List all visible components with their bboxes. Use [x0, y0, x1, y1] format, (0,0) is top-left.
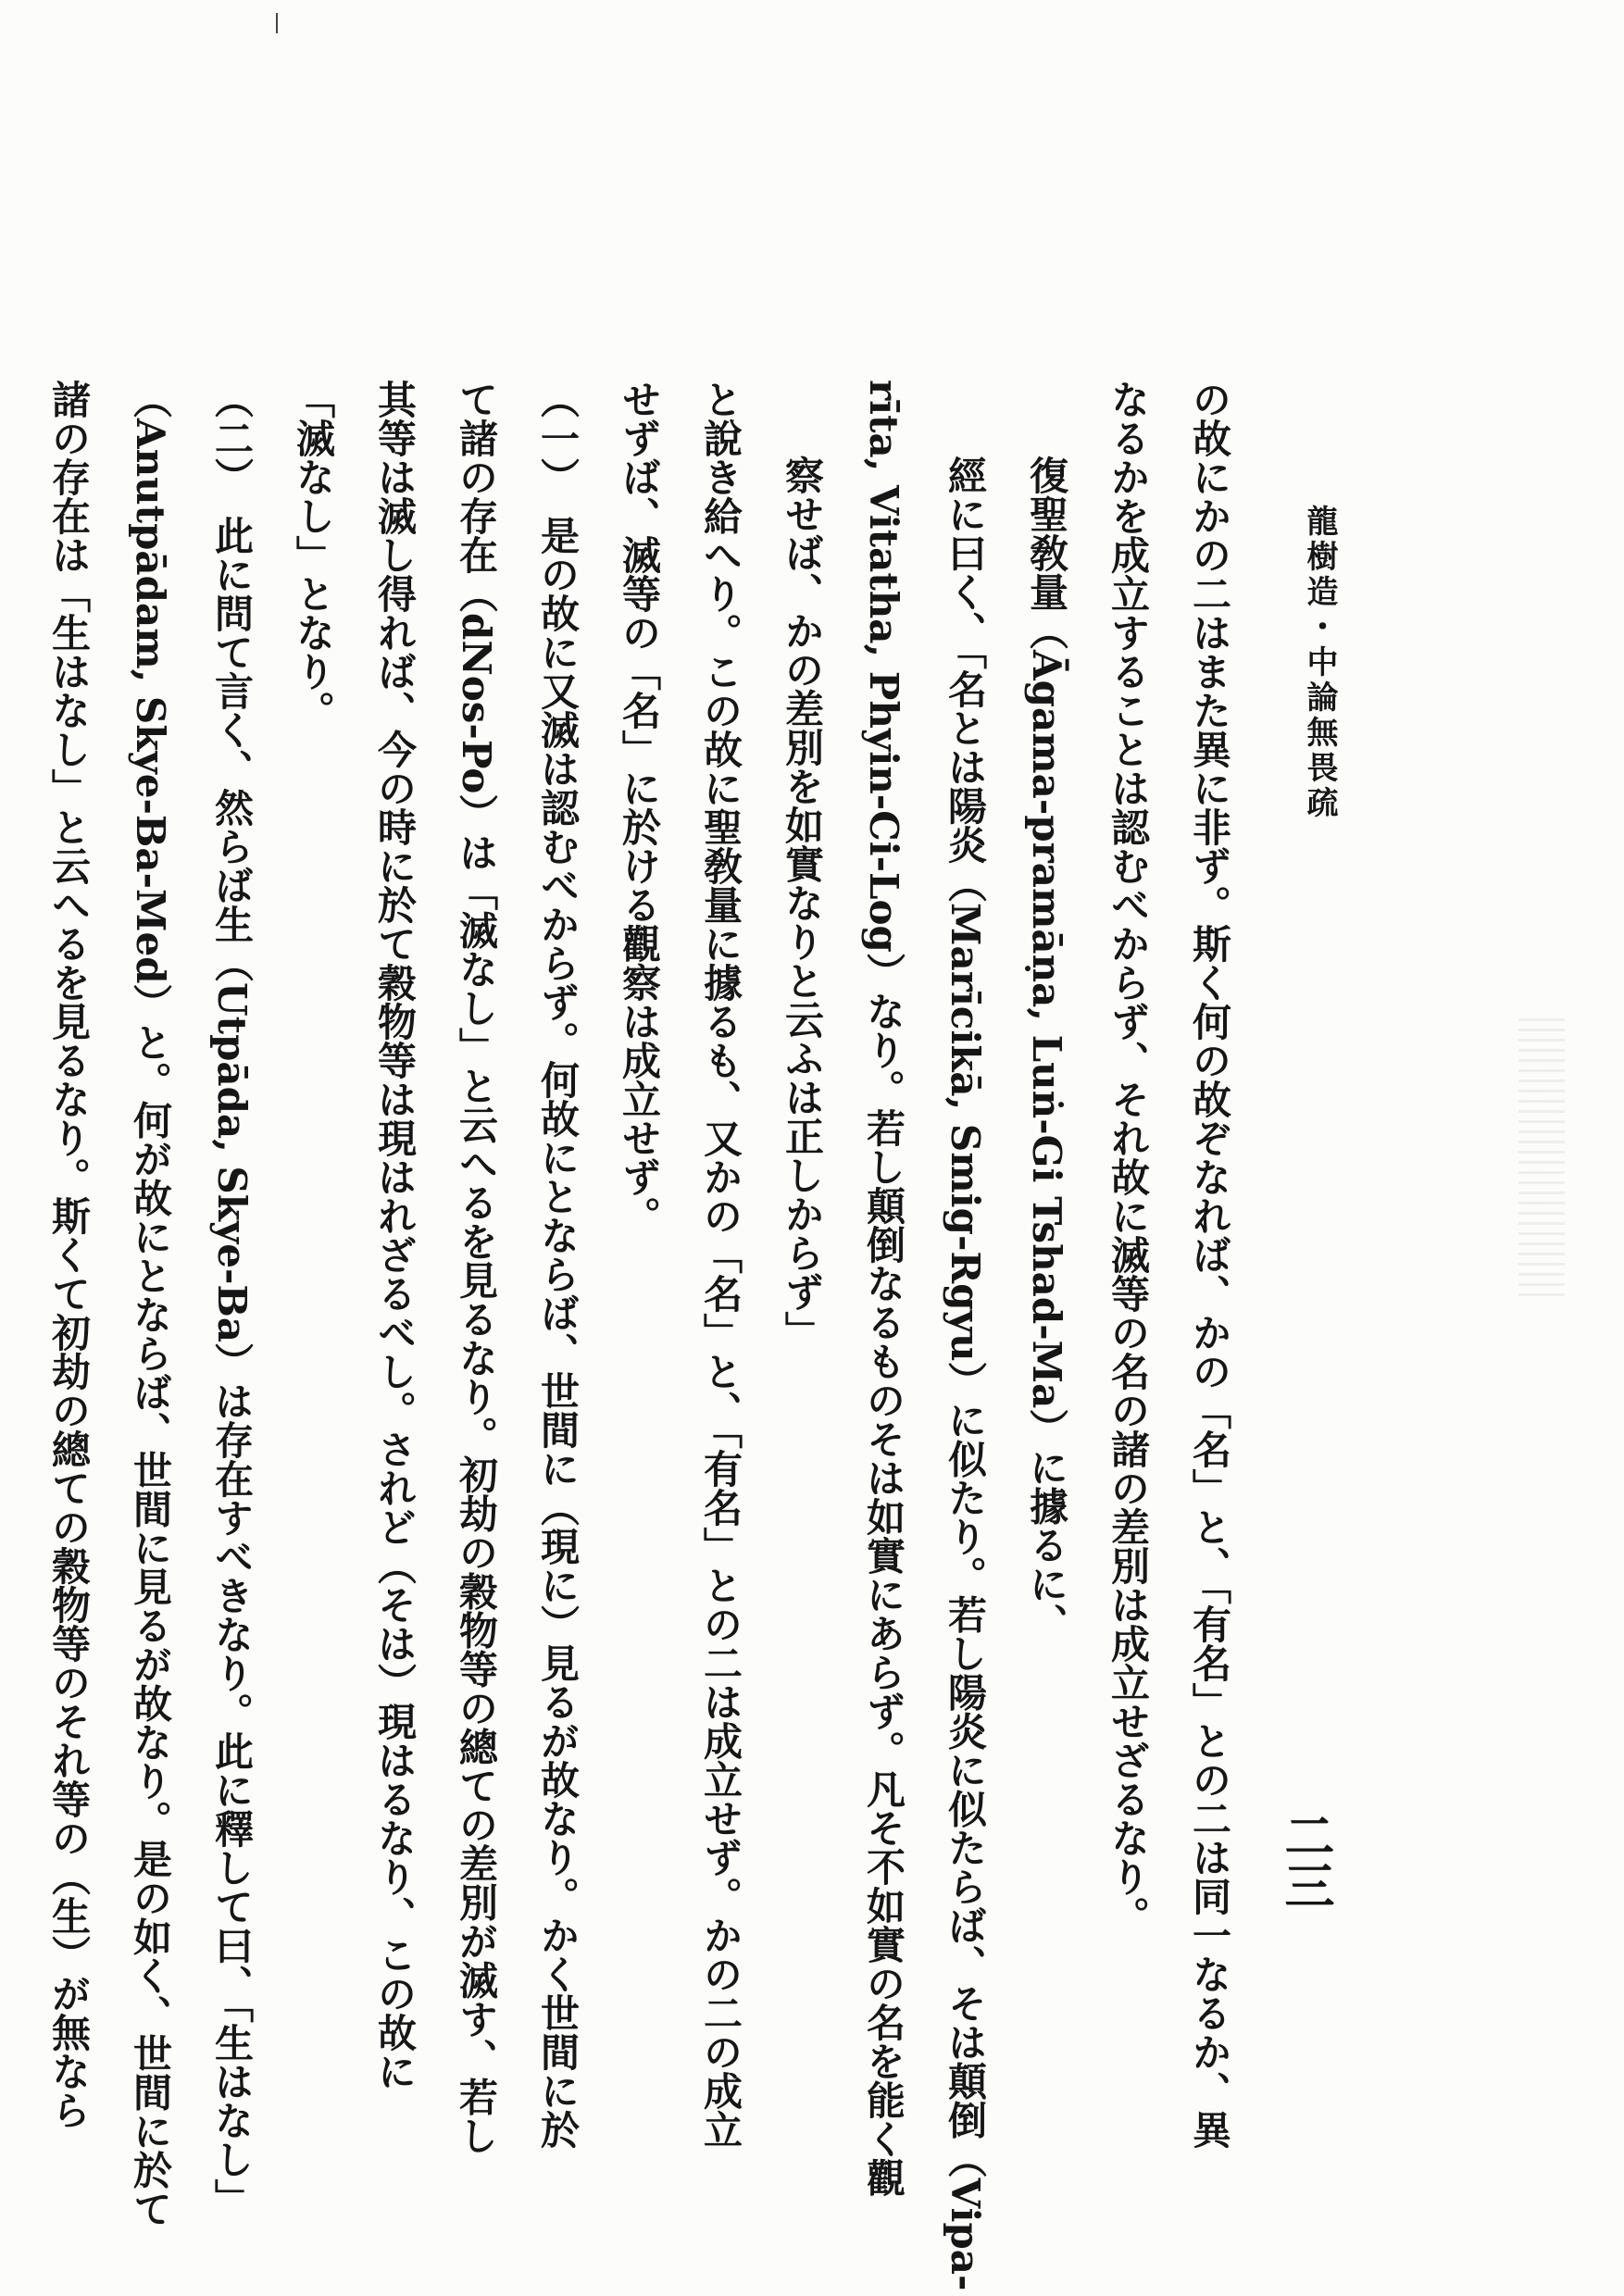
text-line: （二） 此に問て言く、然らば生（Utpāda, Skye-Ba）は存在すべきなり。此に釋して曰、「生はなし」	[209, 380, 255, 2218]
text-line: 諸の存在は「生はなし」と云へるを見るなり。斯くて初劫の總ての穀物等のそれ等の（生）が無なら	[46, 380, 92, 2129]
text-line: （一） 是の故に又滅は認むべからず。何故にとならば、世間に（現に）見るが故なり。かく世間に於	[535, 380, 581, 2149]
text-line: の故にかの二はまた異に非ず。斯く何の故ぞなれば、かの「名」と、「有名」との二は同一なるか、異	[1187, 380, 1232, 2149]
scan-speckle	[1518, 1018, 1565, 1296]
page-number: 二三	[1277, 1810, 1336, 1910]
text-line: 經に曰く、「名とは陽炎（Marīcikā, Smig-Rgyu）に似たり。若し陽炎に似たらば、そは顛倒（Vipa-	[943, 455, 988, 2291]
stray-mark	[276, 13, 278, 33]
text-line: て諸の存在（dNos-Po）は「滅なし」と云へるを見るなり。初劫の穀物等の總ての差別が滅す、若し	[454, 380, 499, 2155]
text-line: せずば、滅等の「名」に於ける觀察は成立せず。	[617, 380, 662, 1235]
text-line: 察せば、かの差別を如實なりと云ふは正しからず」	[780, 455, 825, 1350]
text-line: 「滅なし」となり。	[291, 380, 336, 730]
text-line: （Anutpādam, Skye-Ba-Med）と。何が故にとならば、世間に見るが故なり。是の如く、世間に於て	[128, 380, 173, 2228]
text-line: rīta, Vitatha, Phyin-Ci-Log）なり。若し顛倒なるものそは如實にあらず。凡そ不如實の名を能く觀	[861, 380, 906, 2197]
running-head: 龍樹造・中論無畏疏	[1301, 505, 1338, 821]
text-line: なるかを成立することは認むべからず、それ故に滅等の名の諸の差別は成立せざるなり。	[1106, 380, 1151, 1935]
text-line: と說き給へり。この故に聖敎量に據るも、又かの「名」と、「有名」との二は成立せず。かの二の成立	[698, 380, 743, 2149]
text-line: 其等は滅し得れば、今の時に於て穀物等は現はれざるべし。されど（そは）現はるなり、この故に	[372, 380, 418, 2090]
text-line: 復聖敎量（Āgama-pramāṇa, Luṅ-Gi Tshad-Ma）に據るに、	[1024, 455, 1069, 1642]
body-text	[46, 380, 1250, 2291]
